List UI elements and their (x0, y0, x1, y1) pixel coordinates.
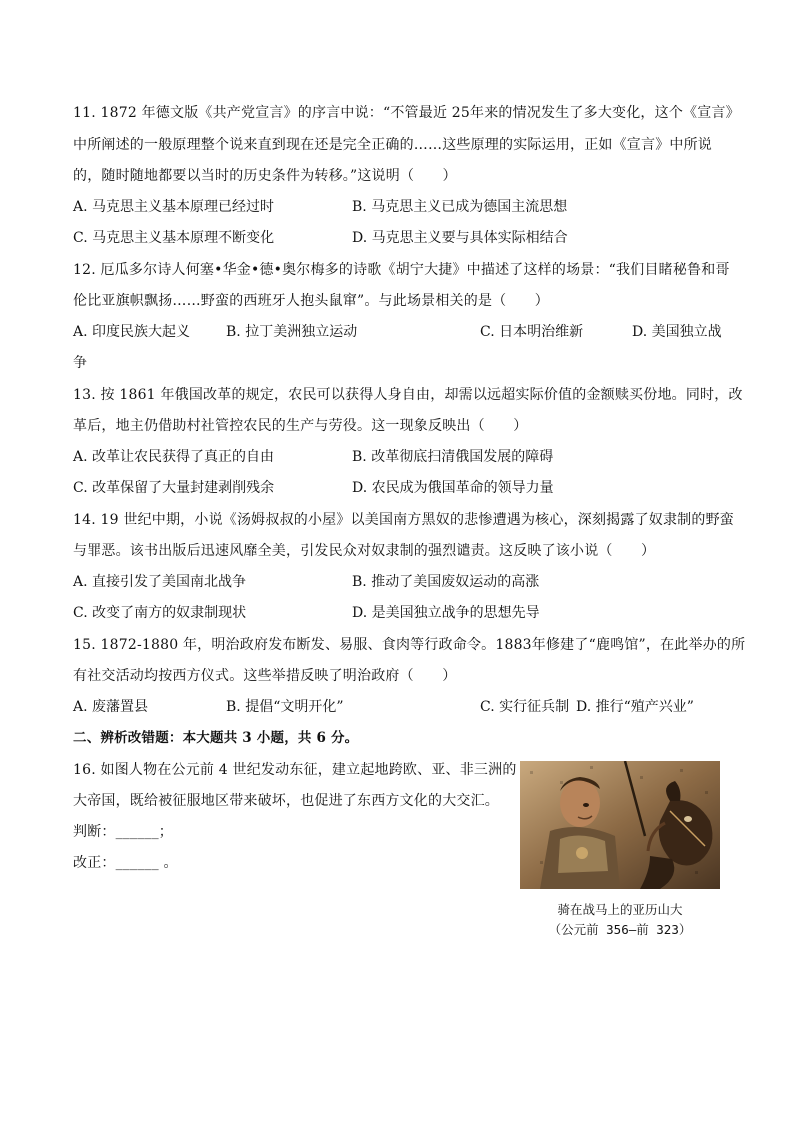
q12-option-a[interactable]: A. 印度民族大起义 (73, 324, 191, 340)
alexander-mosaic-art (520, 761, 720, 889)
q11-option-d[interactable]: D. 马克思主义要与具体实际相结合 (352, 230, 568, 246)
q11-stem-line-2: 中所阐述的一般原理整个说来直到现在还是完全正确的……这些原理的实际运用，正如《宣言》中所说 (73, 137, 712, 153)
q15-stem-line-2: 有社交活动均按西方仪式。这些举措反映了明治政府（ ） (73, 668, 457, 684)
q13-option-c[interactable]: C. 改革保留了大量封建剥削残余 (73, 480, 275, 496)
q15-option-c[interactable]: C. 实行征兵制 (480, 699, 570, 715)
q14-stem-line-1: 14. 19 世纪中期，小说《汤姆叔叔的小屋》以美国南方黑奴的悲惨遭遇为核心，深刻揭露了奴隶制的野蛮 (73, 512, 734, 528)
q14-option-b[interactable]: B. 推动了美国废奴运动的高涨 (352, 574, 540, 590)
q14-option-d[interactable]: D. 是美国独立战争的思想先导 (352, 605, 540, 621)
q11-stem-line-1: 11. 1872 年德文版《共产党宣言》的序言中说：“不管最近 25年来的情况发生了多大变化，这个《宣言》 (73, 105, 740, 121)
q14-option-a[interactable]: A. 直接引发了美国南北战争 (73, 574, 247, 590)
q11-option-a[interactable]: A. 马克思主义基本原理已经过时 (73, 199, 275, 215)
q11-option-c[interactable]: C. 马克思主义基本原理不断变化 (73, 230, 275, 246)
figure-caption-title: 骑在战马上的亚历山大 (557, 902, 683, 917)
q12-stem-line-1: 12. 厄瓜多尔诗人何塞•华金•德•奥尔梅多的诗歌《胡宁大捷》中描述了这样的场景：“我们目睹秘鲁和哥 (73, 262, 730, 278)
q12-option-d-wrap: 争 (73, 355, 87, 371)
q15-stem-line-1: 15. 1872-1880 年，明治政府发布断发、易服、食肉等行政命令。1883年修建了“鹿鸣馆”，在此举办的所 (73, 637, 746, 653)
figure-caption-dates: （公元前 356—前 323） (548, 922, 692, 937)
q13-stem-line-2: 革后，地主仍借助村社管控农民的生产与劳役。这一现象反映出（ ） (73, 418, 528, 434)
q16-stem-line-2: 大帝国，既给被征服地区带来破坏，也促进了东西方文化的大交汇。 (73, 793, 499, 809)
q13-option-a[interactable]: A. 改革让农民获得了真正的自由 (73, 449, 275, 465)
q15-option-d[interactable]: D. 推行“殖产兴业” (576, 699, 694, 715)
q12-option-c[interactable]: C. 日本明治维新 (480, 324, 584, 340)
q12-option-d[interactable]: D. 美国独立战 (632, 324, 722, 340)
q16-stem-line-1: 16. 如图人物在公元前 4 世纪发动东征，建立起地跨欧、亚、非三洲的 (73, 762, 517, 778)
q15-option-a[interactable]: A. 废藩置县 (73, 699, 149, 715)
q13-option-d[interactable]: D. 农民成为俄国革命的领导力量 (352, 480, 554, 496)
q16-correct-blank[interactable]: 改正：______ 。 (73, 855, 178, 871)
q16-judge-blank[interactable]: 判断：______； (73, 824, 173, 840)
q11-option-b[interactable]: B. 马克思主义已成为德国主流思想 (352, 199, 568, 215)
q13-option-b[interactable]: B. 改革彻底扫清俄国发展的障碍 (352, 449, 554, 465)
q11-stem-line-3: 的，随时随地都要以当时的历史条件为转移。”这说明（ ） (73, 168, 457, 184)
section-2-heading: 二、辨析改错题：本大题共 3 小题，共 6 分。 (73, 730, 359, 746)
q14-option-c[interactable]: C. 改变了南方的奴隶制现状 (73, 605, 247, 621)
q13-stem-line-1: 13. 按 1861 年俄国改革的规定，农民可以获得人身自由，却需以远超实际价值的金额赎买份地。同时，改 (73, 387, 743, 403)
q12-option-b[interactable]: B. 拉丁美洲独立运动 (226, 324, 358, 340)
q12-stem-line-2: 伦比亚旗帜飘扬……野蛮的西班牙人抱头鼠窜”。与此场景相关的是（ ） (73, 293, 549, 309)
alexander-mosaic-image (520, 761, 720, 889)
q15-option-b[interactable]: B. 提倡“文明开化” (226, 699, 344, 715)
q14-stem-line-2: 与罪恶。该书出版后迅速风靡全美，引发民众对奴隶制的强烈谴责。这反映了该小说（ ） (73, 543, 656, 559)
